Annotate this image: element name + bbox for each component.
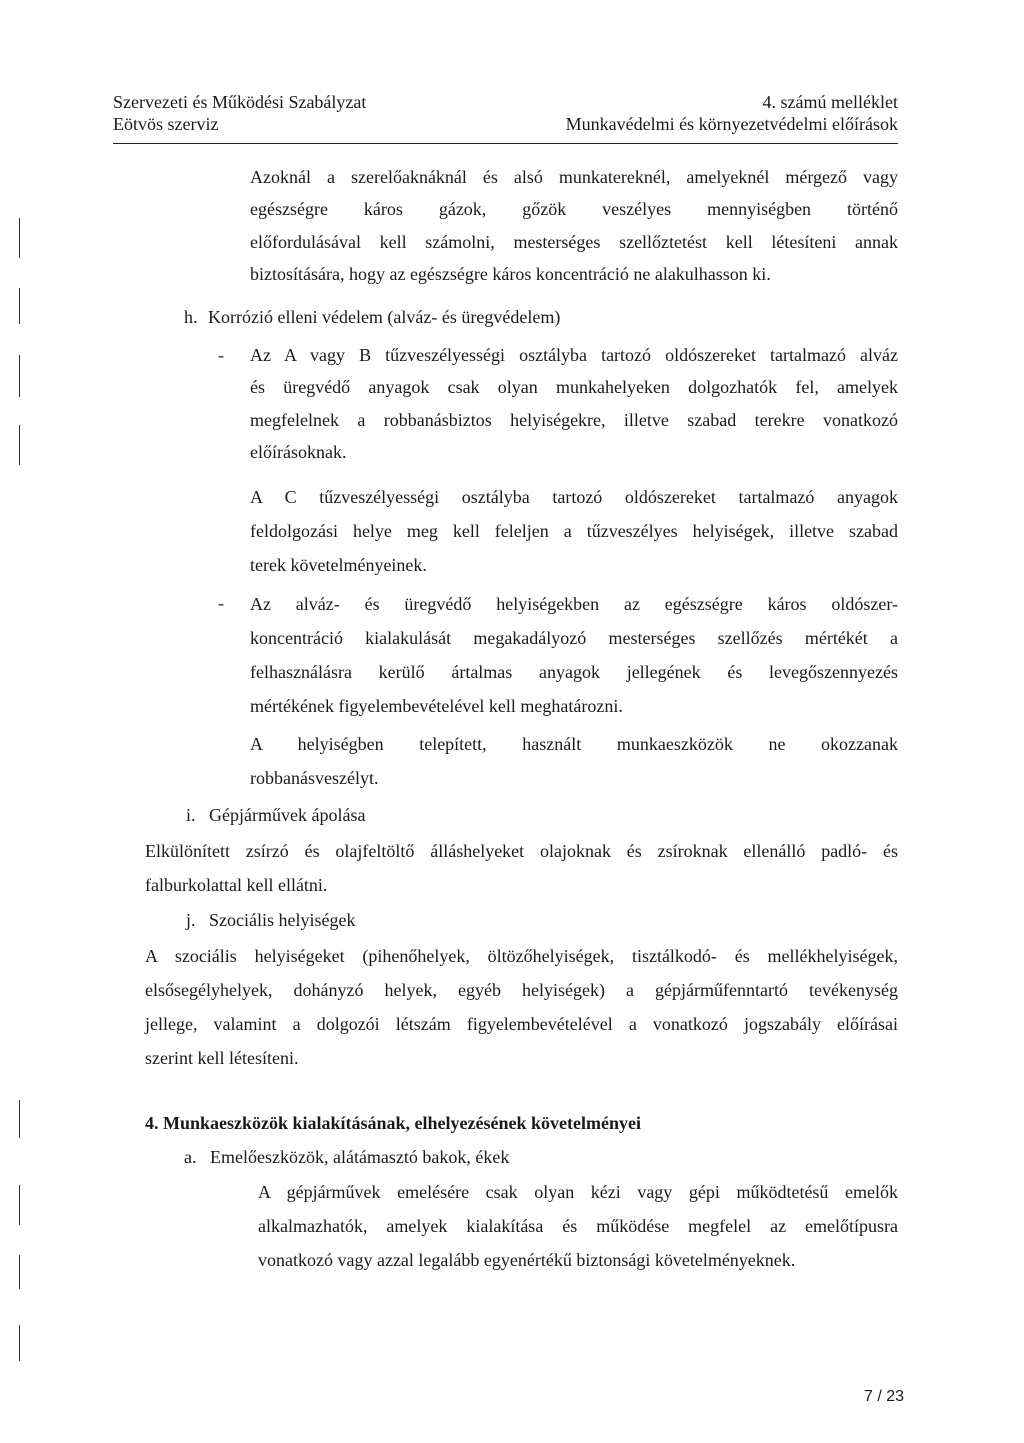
text-line: előfordulásával kell számolni, mesterséges szellőztetést kell létesíteni annak xyxy=(250,231,898,252)
text-line: szerint kell létesíteni. xyxy=(145,1048,299,1068)
section-h-heading xyxy=(184,301,560,333)
margin-mark xyxy=(19,218,20,258)
document-title: Szervezeti és Működési Szabályzat xyxy=(113,92,367,112)
text-line: felhasználásra kerülő ártalmas anyagok jellegének és levegőszennyezés xyxy=(250,662,898,682)
text-line: robbanásveszélyt. xyxy=(250,768,379,788)
section-h-bullet-1-continuation xyxy=(250,480,898,582)
organization-name: Eötvös szerviz xyxy=(113,114,219,134)
text-line: A helyiségben telepített, használt munkaeszközök ne okozzanak xyxy=(250,734,898,754)
section-marker: i. xyxy=(186,805,196,825)
text-line: biztosítására, hogy az egészségre káros koncentráció ne alakulhasson ki. xyxy=(250,263,771,284)
section-h-bullet-1 xyxy=(250,339,898,468)
section-h-bullet-2 xyxy=(250,587,898,723)
text-line: és üregvédő anyagok csak olyan munkahelyeken dolgozhatók fel, amelyek xyxy=(250,377,898,398)
text-line: Az A vagy B tűzveszélyességi osztályba tartozó oldószereket tartalmazó alváz xyxy=(250,345,898,365)
text-line: egészségre káros gázok, gőzök veszélyes mennyiségben történő xyxy=(250,199,898,220)
text-line: alkalmazhatók, amelyek kialakítása és működése megfelel az emelőtípusra xyxy=(258,1216,898,1236)
section-4a-heading xyxy=(184,1141,509,1173)
header-left xyxy=(113,91,366,135)
text-line: előírásoknak. xyxy=(250,441,347,462)
text-line: elsősegélyhelyek, dohányzó helyek, egyéb helyiségek) a gépjárműfenntartó tevékenység xyxy=(145,980,898,1000)
section-title: Szociális helyiségek xyxy=(209,910,356,930)
section-title: Gépjárművek ápolása xyxy=(209,805,366,825)
section-i-paragraph xyxy=(145,834,898,902)
annex-title: Munkavédelmi és környezetvédelmi előírások xyxy=(565,114,898,134)
margin-mark xyxy=(19,1325,20,1361)
section-j-paragraph xyxy=(145,939,898,1075)
section-4a-paragraph xyxy=(258,1175,898,1277)
margin-mark xyxy=(19,355,20,397)
bullet-dash: - xyxy=(218,593,224,613)
text-line: koncentráció kialakulását megakadályozó mesterséges szellőzés mértékét a xyxy=(250,628,898,648)
section-marker: h. xyxy=(184,307,198,327)
section-marker: j. xyxy=(186,910,196,930)
section-marker: a. xyxy=(184,1147,197,1167)
text-line: feldolgozási helye meg kell feleljen a tűzveszélyes helyiségek, illetve szabad xyxy=(250,521,898,541)
text-line: megfelelnek a robbanásbiztos helyiségekre, illetve szabad terekre vonatkozó xyxy=(250,409,898,430)
section-title: Emelőeszközök, alátámasztó bakok, ékek xyxy=(210,1147,510,1167)
text-line: falburkolattal kell ellátni. xyxy=(145,875,328,895)
text-line: Azoknál a szerelőaknáknál és alsó munkatereknél, amelyeknél mérgező vagy xyxy=(250,167,898,187)
bullet-dash: - xyxy=(218,345,224,365)
margin-mark xyxy=(19,425,20,465)
text-line: vonatkozó vagy azzal legalább egyenértékű biztonsági követelményeknek. xyxy=(258,1250,796,1270)
header-right xyxy=(566,91,898,135)
section-title: Korrózió elleni védelem (alváz- és üregvédelem) xyxy=(208,307,561,327)
text-line: Az alváz- és üregvédő helyiségekben az egészségre káros oldószer- xyxy=(250,594,898,614)
section-j-heading xyxy=(186,904,355,936)
margin-mark xyxy=(19,288,20,324)
header-rule xyxy=(113,143,898,144)
annex-number: 4. számú melléklet xyxy=(762,92,898,112)
section-h-bullet-2-continuation xyxy=(250,727,898,795)
page-number: 7 / 23 xyxy=(863,1388,904,1405)
section-4-heading: 4. Munkaeszközök kialakításának, elhelyezésének követelményei xyxy=(145,1113,641,1133)
text-line: A szociális helyiségeket (pihenőhelyek, öltözőhelyiségek, tisztálkodó- és mellékhelyiségek, xyxy=(145,946,898,966)
intro-paragraph xyxy=(250,161,898,290)
text-line: A gépjárművek emelésére csak olyan kézi vagy gépi működtetésű emelők xyxy=(258,1182,898,1202)
text-line: jellege, valamint a dolgozói létszám figyelembevételével a vonatkozó jogszabály előírásai xyxy=(145,1014,898,1034)
text-line: mértékének figyelembevételével kell meghatározni. xyxy=(250,696,623,716)
margin-mark xyxy=(19,1100,20,1138)
text-line: Elkülönített zsírzó és olajfeltöltő álláshelyeket olajoknak és zsíroknak ellenálló padló- és xyxy=(145,841,898,861)
text-line: A C tűzveszélyességi osztályba tartozó oldószereket tartalmazó anyagok xyxy=(250,487,898,507)
margin-mark xyxy=(19,1185,20,1225)
text-line: terek követelményeinek. xyxy=(250,555,427,575)
margin-mark xyxy=(19,1255,20,1289)
section-i-heading xyxy=(186,799,365,831)
